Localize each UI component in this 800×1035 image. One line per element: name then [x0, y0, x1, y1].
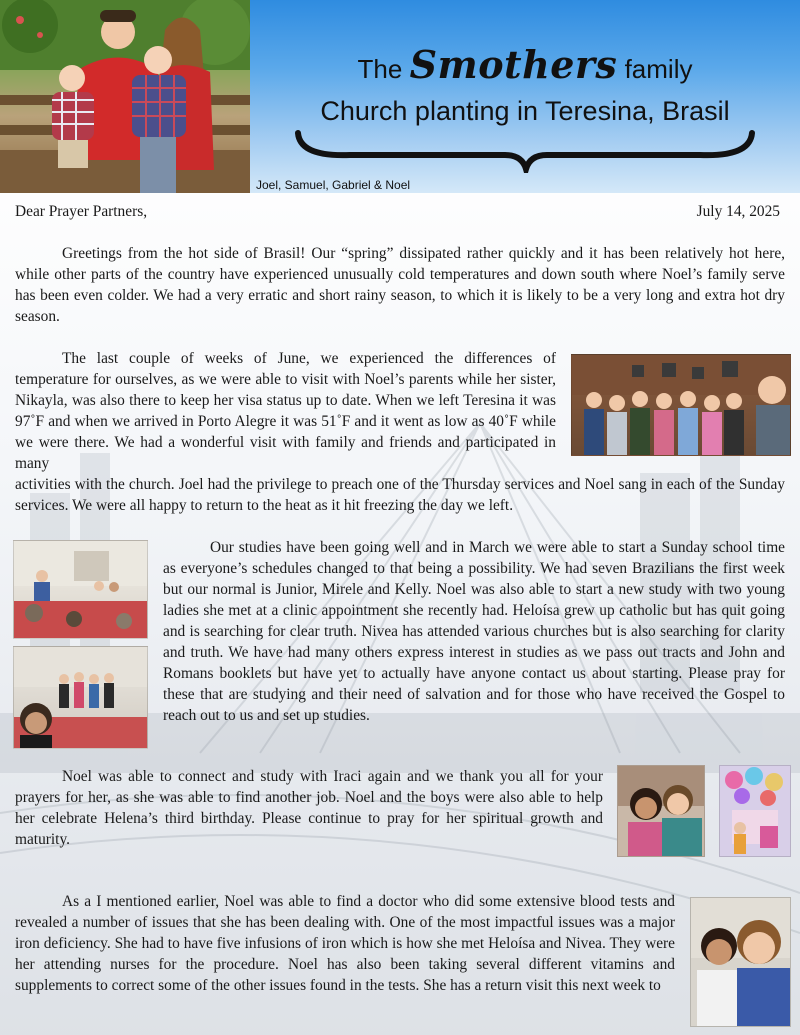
birthday-party-photo	[719, 765, 791, 857]
family-photo-illustration	[0, 0, 250, 193]
paragraph-5	[15, 891, 675, 996]
letter-date: July 14, 2025	[696, 203, 780, 220]
letter-body	[0, 193, 800, 1035]
title-family-name: Smothers	[409, 42, 618, 87]
paragraph-1-text: Greetings from the hot side of Brasil! Our “spring” dissipated rather quickly and it has been relatively hot here, while other parts of the country have experienced unusually cold temperatures and down south where Noel’s family serve has been even colder. We had a very erratic and short rainy season, to which it is likely to be a very long and extra hot dry season.	[15, 245, 785, 325]
sunday-school-illustration	[14, 541, 147, 638]
photo-caption: Joel, Samuel, Gabriel & Noel	[256, 178, 411, 192]
nurses-selfie-photo	[690, 897, 791, 1027]
study-group-photo	[13, 646, 148, 749]
letter-header	[0, 0, 800, 193]
title-banner	[250, 0, 800, 193]
family-photo	[0, 0, 250, 193]
page-subtitle: Church planting in Teresina, Brasil	[320, 96, 730, 126]
paragraph-1	[15, 243, 785, 327]
iraci-selfie-illustration	[618, 766, 704, 856]
paragraph-3	[163, 537, 785, 726]
family-gathering-illustration	[572, 355, 790, 455]
page-title	[250, 42, 800, 87]
birthday-party-illustration	[720, 766, 790, 856]
brace-ornament	[290, 125, 760, 173]
family-gathering-photo	[571, 354, 791, 456]
paragraph-3-text: Our studies have been going well and in March we were able to start a Sunday school time as everyone’s schedules changed to that being a possibility. We had seven Brazilians the first week but our normal is Junior, Mirele and Kelly. Noel was also able to start a new study with two young ladies she met at a clinic appointment she recently had. Heloísa grew up catholic but has quit going and is searching for clear truth. Nivea has attended various churches but is also searching for clarity and truth. We have had many others express interest in studies as we pass out tracts and John and Romans booklets but have yet to actually have anyone contact us about starting. Please pray for these that are studying and their need of salvation and for those who have received the Gospel to reach out to us and set up studies.	[163, 539, 785, 724]
paragraph-4	[15, 766, 603, 850]
paragraph-2-continued: activities with the church. Joel had the privilege to preach one of the Thursday services and Noel sang in each of the Sunday services. We were all happy to return to the heat as it hit freezing the day we left.	[15, 476, 785, 514]
study-group-illustration	[14, 647, 147, 748]
paragraph-4-text: Noel was able to connect and study with Iraci again and we thank you all for your prayers for her, as she was able to find another job. Noel and the boys were also able to help her celebrate Helena’s third birthday. Please continue to pray for her spiritual growth and maturity.	[15, 768, 603, 848]
paragraph-2-text: The last couple of weeks of June, we experienced the differences of temperature for ourselves, as we were able to visit with Noel’s parents while her sister, Nikayla, was also there to keep her visa status up to date. When we left Teresina it was 97˚F and when we arrived in Porto Alegre it was 51˚F and it went as low as 40˚F while we were there. We had a wonderful visit with family and friends and participated in many	[15, 350, 556, 472]
salutation: Dear Prayer Partners,	[15, 203, 148, 220]
iraci-selfie-photo	[617, 765, 705, 857]
paragraph-2	[15, 348, 556, 474]
paragraph-5-text: As a I mentioned earlier, Noel was able to find a doctor who did some extensive blood tests and revealed a number of issues that she has been dealing with. One of the most impactful issues was a major iron deficiency. She had to have five infusions of iron which is how she met Heloísa and Nivea. They were her attending nurses for the procedure. Noel has also been taking several different vitamins and supplements to correct some of the other issues found in the tests. She has a return visit this next week to	[15, 893, 675, 994]
title-family: family	[624, 54, 693, 84]
title-the: The	[357, 54, 403, 84]
nurses-selfie-illustration	[691, 898, 790, 1026]
sunday-school-photo	[13, 540, 148, 639]
